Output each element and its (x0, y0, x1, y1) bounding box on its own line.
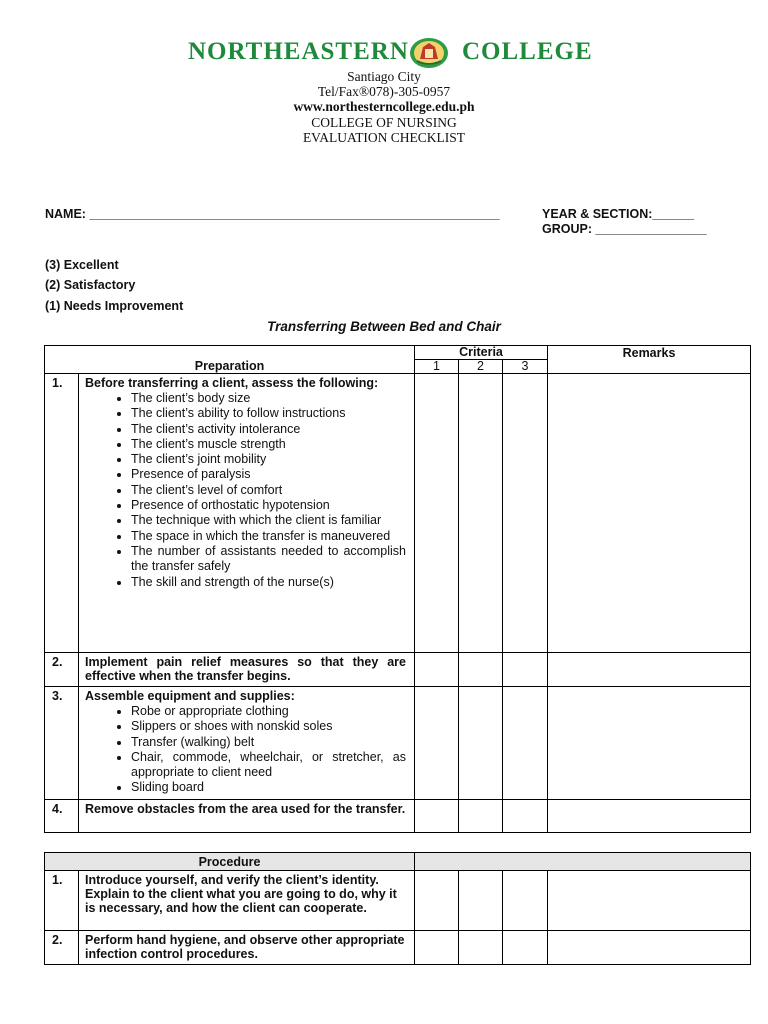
tel-fax: Tel/Fax®078)-305-0957 (317, 84, 451, 99)
equipment-list (85, 704, 406, 796)
list-item: • Presence of paralysis (131, 467, 406, 482)
list-item: • The number of assistants needed to accomplish the transfer safely (131, 544, 406, 575)
remarks-cell[interactable] (548, 931, 751, 965)
procedure-header: Procedure (45, 853, 415, 871)
criteria-cell-2[interactable] (459, 871, 503, 931)
table-row (45, 799, 751, 832)
step-content (79, 931, 415, 965)
step-text: Assemble equipment and supplies: (85, 689, 295, 703)
college-seal-icon (409, 37, 449, 69)
table-row (45, 653, 751, 687)
step-number: 1. (45, 374, 79, 653)
criteria-col-3: 3 (503, 360, 548, 374)
criteria-cell-2[interactable] (459, 687, 503, 800)
remarks-cell[interactable] (548, 653, 751, 687)
step-text: Remove obstacles from the area used for the transfer. (85, 801, 406, 816)
remarks-cell[interactable] (548, 871, 751, 931)
list-item: • The skill and strength of the nurse(s) (131, 575, 406, 590)
step-content (79, 653, 415, 687)
table-row (45, 687, 751, 800)
table-row (45, 931, 751, 965)
list-item: • Robe or appropriate clothing (131, 704, 406, 719)
college-name-left: NORTHEASTERN (188, 38, 409, 65)
website: www.northesterncollege.edu.ph (293, 99, 475, 114)
criteria-cell-2[interactable] (459, 931, 503, 965)
criteria-cell-1[interactable] (415, 871, 459, 931)
procedure-table (44, 852, 751, 965)
procedure-header-blank (415, 853, 751, 871)
preparation-table (44, 345, 751, 833)
remarks-cell[interactable] (548, 799, 751, 832)
document-type: EVALUATION CHECKLIST (302, 130, 466, 145)
list-item: • The client’s muscle strength (131, 437, 406, 452)
criteria-cell-1[interactable] (415, 653, 459, 687)
criteria-cell-3[interactable] (503, 799, 548, 832)
criteria-header: Criteria (415, 346, 548, 360)
criteria-cell-2[interactable] (459, 799, 503, 832)
scale-needs-improvement: (1) Needs Improvement (45, 299, 184, 313)
department: COLLEGE OF NURSING (311, 115, 457, 130)
list-item: • Presence of orthostatic hypotension (131, 498, 406, 513)
scale-excellent: (3) Excellent (45, 258, 119, 272)
list-item: • The space in which the transfer is maneuvered (131, 529, 406, 544)
criteria-cell-3[interactable] (503, 374, 548, 653)
list-item: • The client’s ability to follow instructions (131, 406, 406, 421)
criteria-cell-1[interactable] (415, 931, 459, 965)
name-field: NAME: ___________________________________________________________ (45, 207, 500, 221)
criteria-col-1: 1 (415, 360, 459, 374)
step-number: 2. (45, 653, 79, 687)
list-item: • Chair, commode, wheelchair, or stretcher, as appropriate to client need (131, 750, 406, 781)
preparation-header: Preparation (45, 346, 415, 374)
remarks-header: Remarks (548, 346, 751, 374)
criteria-cell-1[interactable] (415, 687, 459, 800)
address: Santiago City (347, 69, 421, 84)
group-field: GROUP: ________________ (542, 222, 707, 236)
list-item: • Transfer (walking) belt (131, 735, 406, 750)
step-number: 1. (45, 871, 79, 931)
criteria-col-2: 2 (459, 360, 503, 374)
list-item: • The client’s body size (131, 391, 406, 406)
table-row (45, 871, 751, 931)
criteria-cell-2[interactable] (459, 653, 503, 687)
list-item: • The technique with which the client is familiar (131, 513, 406, 528)
list-item: • Slippers or shoes with nonskid soles (131, 719, 406, 734)
step-number: 2. (45, 931, 79, 965)
list-item: • The client’s joint mobility (131, 452, 406, 467)
criteria-cell-1[interactable] (415, 374, 459, 653)
year-section-field: YEAR & SECTION:______ (542, 207, 695, 221)
step-text: Introduce yourself, and verify the client’s identity. Explain to the client what you are going to do, why it is necessary, and how the client can cooperate. (85, 873, 397, 915)
criteria-cell-3[interactable] (503, 687, 548, 800)
scale-satisfactory: (2) Satisfactory (45, 278, 136, 292)
criteria-cell-2[interactable] (459, 374, 503, 653)
table-row (45, 374, 751, 653)
step-text: Implement pain relief measures so that they are effective when the transfer begins. (85, 655, 406, 683)
assessment-list (85, 391, 406, 590)
step-number: 3. (45, 687, 79, 800)
checklist-title: Transferring Between Bed and Chair (267, 319, 501, 334)
remarks-cell[interactable] (548, 374, 751, 653)
criteria-cell-3[interactable] (503, 653, 548, 687)
criteria-cell-3[interactable] (503, 931, 548, 965)
list-item: • The client’s activity intolerance (131, 422, 406, 437)
step-content (79, 871, 415, 931)
list-item: • The client’s level of comfort (131, 483, 406, 498)
step-number: 4. (45, 799, 79, 832)
list-item: • Sliding board (131, 780, 406, 795)
criteria-cell-1[interactable] (415, 799, 459, 832)
step-content (79, 799, 415, 832)
step-text: Perform hand hygiene, and observe other appropriate infection control procedures. (85, 933, 405, 961)
criteria-cell-3[interactable] (503, 871, 548, 931)
step-content (79, 374, 415, 653)
remarks-cell[interactable] (548, 687, 751, 800)
college-name-right: COLLEGE (462, 38, 593, 65)
step-text: Before transferring a client, assess the following: (85, 376, 379, 390)
step-content (79, 687, 415, 800)
